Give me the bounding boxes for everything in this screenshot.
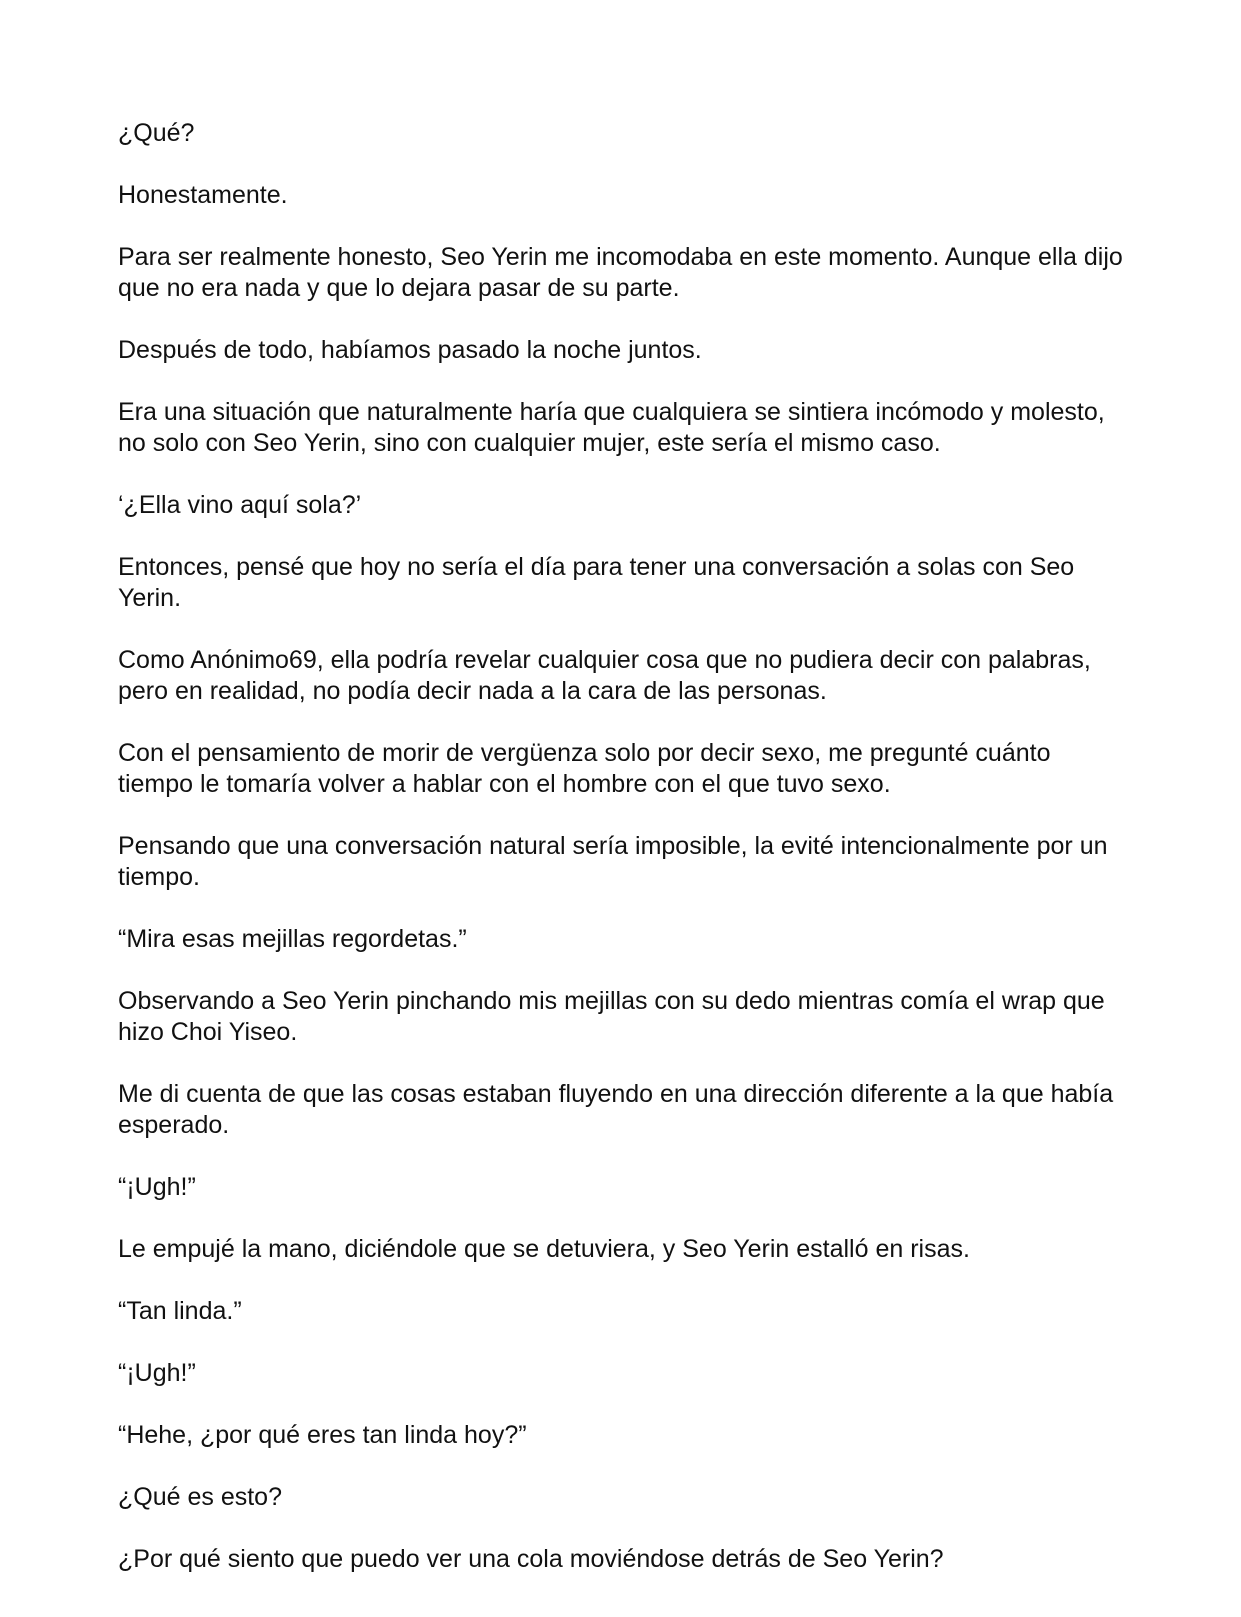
paragraph: ¿Por qué siento que puedo ver una cola moviéndose detrás de Seo Yerin? — [118, 1545, 944, 1573]
paragraph: Para ser realmente honesto, Seo Yerin me incomodaba en este momento. Aunque ella dijo que no era nada y que lo dejara pasar de su parte. — [118, 243, 1123, 302]
paragraph: ‘¿Ella vino aquí sola?’ — [118, 491, 362, 519]
paragraph: Como Anónimo69, ella podría revelar cualquier cosa que no pudiera decir con palabras, pero en realidad, no podía decir nada a la cara de las personas. — [118, 646, 1091, 705]
paragraph: Honestamente. — [118, 181, 288, 209]
paragraph: ¿Qué? — [118, 119, 195, 147]
paragraph: ¿Qué es esto? — [118, 1483, 282, 1511]
paragraph: “Mira esas mejillas regordetas.” — [118, 925, 467, 953]
paragraph: Pensando que una conversación natural sería imposible, la evité intencionalmente por un tiempo. — [118, 832, 1108, 891]
paragraph: Me di cuenta de que las cosas estaban fluyendo en una dirección diferente a la que había esperado. — [118, 1080, 1114, 1139]
paragraph: Era una situación que naturalmente haría que cualquiera se sintiera incómodo y molesto, no solo con Seo Yerin, sino con cualquier mujer, este sería el mismo caso. — [118, 398, 1105, 457]
paragraph: Con el pensamiento de morir de vergüenza solo por decir sexo, me pregunté cuánto tiempo le tomaría volver a hablar con el hombre con el que tuvo sexo. — [118, 739, 1051, 798]
paragraph: “Tan linda.” — [118, 1297, 242, 1325]
paragraph: Le empujé la mano, diciéndole que se detuviera, y Seo Yerin estalló en risas. — [118, 1235, 970, 1263]
paragraph: Entonces, pensé que hoy no sería el día para tener una conversación a solas con Seo Yerin. — [118, 553, 1075, 612]
document-body — [118, 118, 1128, 1606]
paragraph: “¡Ugh!” — [118, 1359, 196, 1387]
paragraph: “¡Ugh!” — [118, 1173, 196, 1201]
paragraph: Después de todo, habíamos pasado la noche juntos. — [118, 336, 702, 364]
paragraph: Observando a Seo Yerin pinchando mis mejillas con su dedo mientras comía el wrap que hizo Choi Yiseo. — [118, 987, 1105, 1046]
paragraph: “Hehe, ¿por qué eres tan linda hoy?” — [118, 1421, 527, 1449]
